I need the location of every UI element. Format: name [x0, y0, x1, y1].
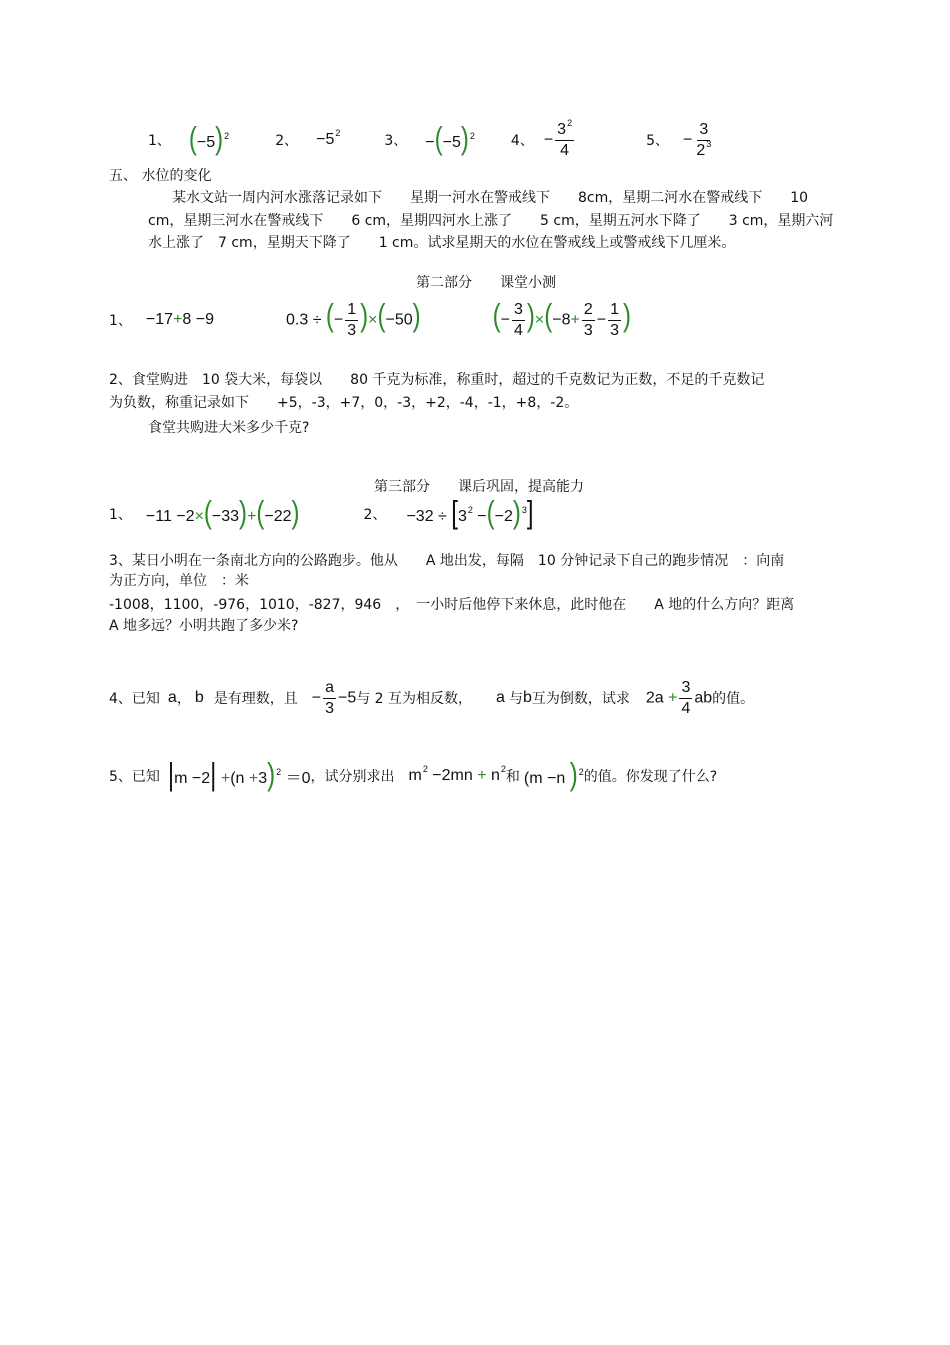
part3-q5	[109, 757, 718, 793]
expr-neg-5-squared: $-5^2$	[316, 128, 341, 148]
item-number: 1、	[148, 133, 171, 149]
item-number: 4、	[510, 133, 534, 149]
var-b: b	[522, 689, 532, 706]
expr-neg17-plus8-minus9: −17+8 −9	[145, 311, 214, 328]
expr-neg-three-quarters-times-bracket: (− $\frac{3}{4}$ )×(−8+ $\frac{2}{3}$ − $\frac{1}{3}$ )	[492, 299, 631, 339]
expr-0.3-div-neg-third-times-neg50: 0.3 ÷ (− $\frac{1}{3}$ )×(−50)	[286, 299, 421, 339]
part3-q4: 4、已知 a ， b 是有理数，且 − $\frac{a}{3}$ −5 与 2 互为相反数， a 与 b 互为倒数，试求 2a + $\frac{3}{4}$ ab 的值。	[109, 678, 755, 717]
q5-suffix: 的值。你发现了什么?	[583, 769, 718, 785]
q5-text: 和	[505, 769, 520, 785]
q5-text: ，试分别求出	[310, 769, 395, 785]
section5-line: 某水文站一周内河水涨落记录如下 星期一河水在警戒线下 8cm，星期二河水在警戒线下 10	[172, 190, 809, 206]
expr-m-minus-n-squared: (m −n )$^2$	[523, 757, 584, 793]
expr-abs-m-minus-2-plus-n-plus-3-squared-eq-0: $|m -2| +(n +3)^2 =0$	[167, 757, 311, 793]
item-number: 3、	[384, 133, 408, 149]
q4-text: 互为倒数，试求	[531, 691, 630, 707]
part2-title: 第二部分 课堂小测	[416, 275, 556, 291]
expr-neg-a-over-3-minus-5: − $\frac{a}{3}$ −5	[311, 678, 357, 717]
expr-neg32-div-bracket: $-32 \div [3^2 -(-2)^3]$	[406, 495, 534, 531]
expr-m2-minus-2mn-plus-n2: $m^2 -2mn + n^2$	[408, 764, 506, 784]
section5-line: cm，星期三河水在警戒线下 6 cm，星期四河水上涨了 5 cm，星期五河水下降了 3 cm，星期六河	[148, 213, 834, 229]
expr-neg5-paren-squared: $(-5)^2$	[188, 121, 230, 157]
q4-prefix: 4、已知	[109, 691, 160, 707]
expr-neg-paren-neg5-squared: $-(-5)^2$	[425, 121, 475, 157]
question-number: 1、	[109, 313, 132, 329]
part3-q3-line: -1008，1100，-976，1010，-827，946 ， 一小时后他停下来休息，此时他在 A 地的什么方向？距离	[109, 597, 795, 613]
part2-q2-line: 食堂共购进大米多少千克?	[148, 420, 310, 436]
part2-q2-line: 2、食堂购进 10 袋大米，每袋以 80 千克为标准，称重时，超过的千克数记为正数，不足的千克数记	[109, 372, 765, 388]
part2-q1	[109, 296, 631, 344]
var-a: a	[167, 689, 177, 706]
part3-title: 第三部分 课后巩固，提高能力	[374, 479, 584, 495]
part3-q1-q2	[109, 495, 534, 531]
section4-expressions	[148, 118, 715, 162]
expr-neg11-minus-2-times-neg33-plus-neg22: −11 −2×(−33)+(−22)	[145, 495, 300, 531]
expr-neg-frac-3-over-2cubed: − $\frac{3}{2^3}$	[683, 120, 712, 159]
var-b: b	[194, 689, 204, 706]
part3-q3-line: A 地多远？小明共跑了多少米?	[109, 618, 299, 634]
q4-text: 与 2 互为相反数，	[356, 691, 473, 707]
section5-heading: 五、 水位的变化	[109, 168, 212, 184]
q4-text: 与	[508, 691, 523, 707]
var-a: a	[496, 689, 505, 706]
section5-line: 水上涨了 7 cm，星期天下降了 1 cm。试求星期天的水位在警戒线上或警戒线下几厘米。	[148, 235, 736, 251]
q4-suffix: 的值。	[712, 691, 755, 707]
item-number: 5、	[646, 133, 670, 149]
part2-q2-line: 为负数，称重记录如下 +5，-3，+7，0，-3，+2，-4，-1，+8，-2。	[109, 395, 579, 411]
part3-q3-line: 3、某日小明在一条南北方向的公路跑步。他从 A 地出发，每隔 10 分钟记录下自己的跑步情况 ：向南	[109, 553, 785, 569]
q4-mid: 是有理数，且	[213, 691, 298, 707]
q5-prefix: 5、已知	[109, 769, 160, 785]
question-number: 1、	[109, 507, 132, 523]
question-number: 2、	[363, 507, 387, 523]
expr-neg-frac-3sq-over-4: − $\frac{3^2}{4}$	[543, 117, 573, 159]
item-number: 2、	[275, 133, 299, 149]
part3-q3-line: 为正方向，单位 ：米	[109, 573, 249, 589]
expr-2a-plus-three-quarters-ab: 2a + $\frac{3}{4}$ ab	[645, 678, 713, 717]
